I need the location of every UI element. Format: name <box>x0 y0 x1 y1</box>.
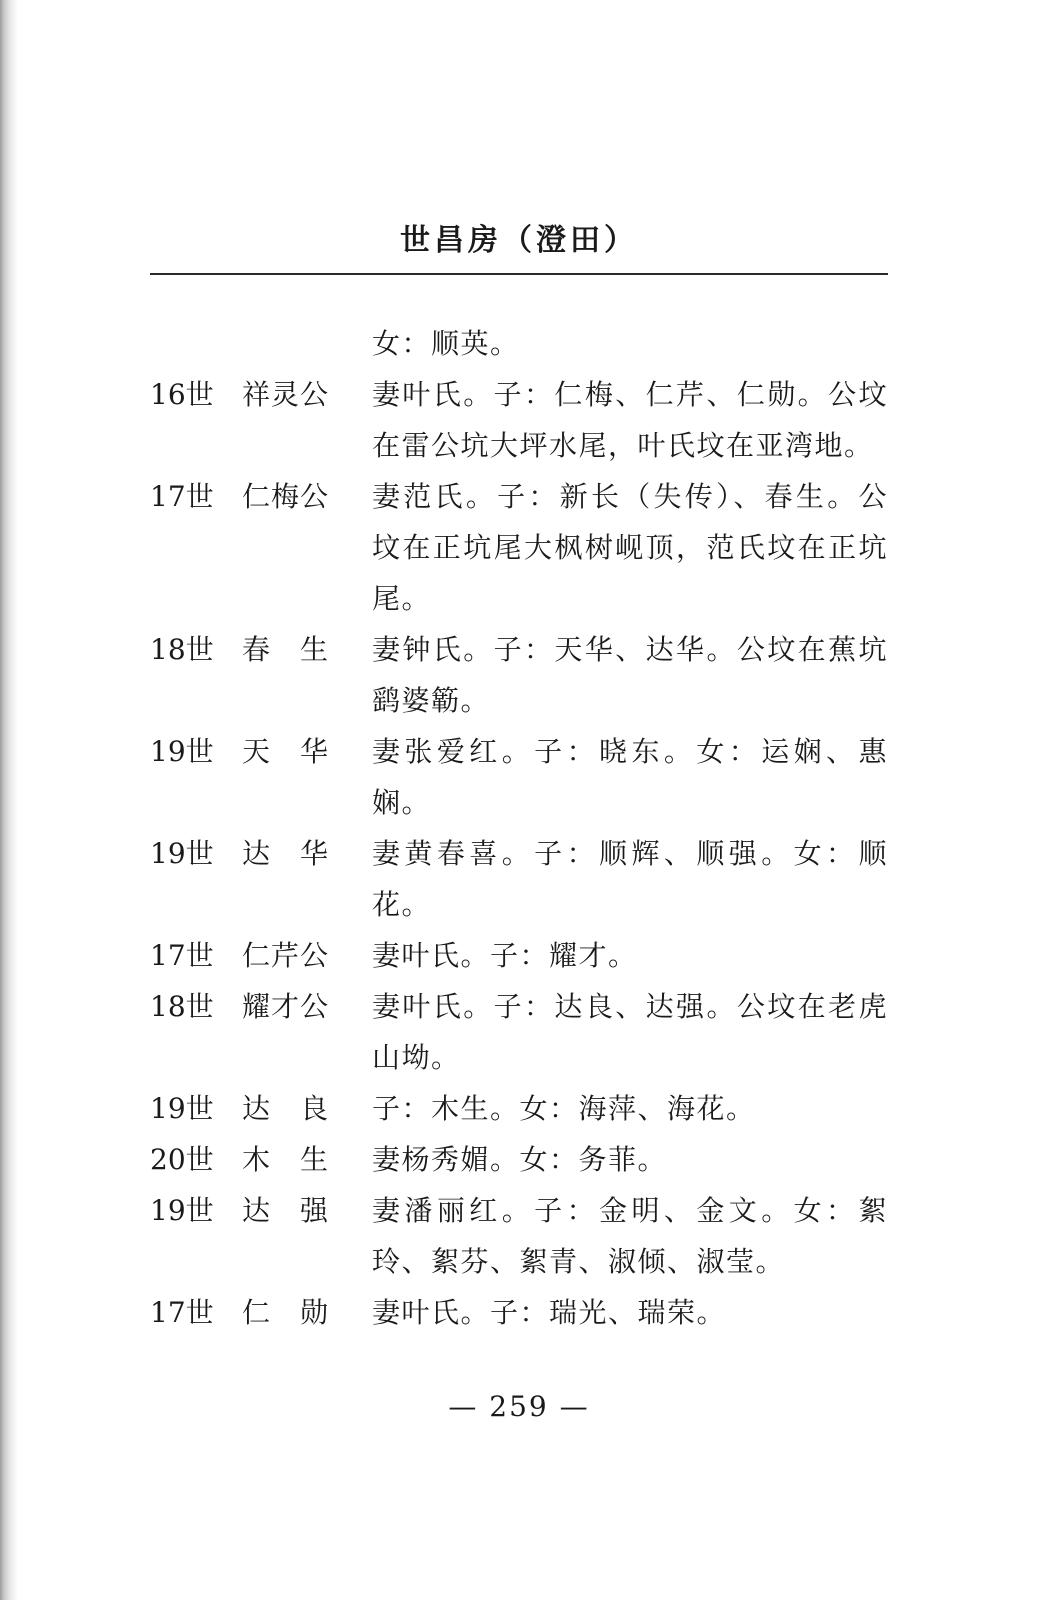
entry-text: 妻杨秀媚。女：务菲。 <box>372 1143 668 1176</box>
entry-text: 妻范氏。子：新长（失传）、春生。公坟在正坑尾大枫树岘顶，范氏坟在正坑尾。 <box>372 480 888 615</box>
genealogy-entry <box>150 1185 888 1287</box>
entry-text: 妻张爱红。子：晓东。女：运娴、惠娴。 <box>372 735 888 819</box>
person-name: 达 强 <box>242 1194 330 1227</box>
generation-label: 19世 <box>150 837 214 870</box>
page-number: — 259 — <box>448 1390 590 1423</box>
generation-label: 16世 <box>150 378 214 411</box>
genealogy-entry <box>150 981 888 1083</box>
person-name: 达 华 <box>242 837 330 870</box>
entry-text: 妻黄春喜。子：顺辉、顺强。女：顺花。 <box>372 837 888 921</box>
entry-text: 妻钟氏。子：天华、达华。公坟在蕉坑鹞婆簕。 <box>372 633 888 717</box>
genealogy-entry <box>150 726 888 828</box>
genealogy-entry <box>150 1083 888 1134</box>
generation-label: 18世 <box>150 633 214 666</box>
entry-text: 妻叶氏。子：达良、达强。公坟在老虎山坳。 <box>372 990 888 1074</box>
genealogy-entry <box>150 318 888 369</box>
header-rule <box>150 273 888 275</box>
genealogy-entry <box>150 828 888 930</box>
generation-label: 19世 <box>150 735 214 768</box>
entry-text: 女：顺英。 <box>372 327 520 360</box>
person-name: 仁 勋 <box>242 1296 330 1329</box>
person-name: 祥灵公 <box>242 378 330 411</box>
page-header-title: 世昌房（澄田） <box>400 223 638 258</box>
person-name: 仁芹公 <box>242 939 330 972</box>
person-name: 天 华 <box>242 735 330 768</box>
entry-text: 妻叶氏。子：瑞光、瑞荣。 <box>372 1296 727 1329</box>
person-name: 木 生 <box>242 1143 330 1176</box>
generation-label: 19世 <box>150 1194 214 1227</box>
genealogy-entry <box>150 471 888 624</box>
person-name: 春 生 <box>242 633 330 666</box>
genealogy-entry <box>150 369 888 471</box>
page-binding-edge <box>0 0 18 1600</box>
generation-label: 20世 <box>150 1143 214 1176</box>
person-name: 仁梅公 <box>242 480 330 513</box>
genealogy-entry <box>150 930 888 981</box>
generation-label: 17世 <box>150 480 214 513</box>
generation-label: 19世 <box>150 1092 214 1125</box>
genealogy-entry <box>150 624 888 726</box>
generation-label: 17世 <box>150 1296 214 1329</box>
entry-text: 妻潘丽红。子：金明、金文。女：絮玲、絮芬、絮青、淑倾、淑莹。 <box>372 1194 888 1278</box>
genealogy-entry <box>150 1287 888 1338</box>
genealogy-entry <box>150 1134 888 1185</box>
entry-text: 妻叶氏。子：耀才。 <box>372 939 638 972</box>
entry-text: 子：木生。女：海萍、海花。 <box>372 1092 756 1125</box>
person-name: 达 良 <box>242 1092 330 1125</box>
generation-label: 18世 <box>150 990 214 1023</box>
genealogy-list <box>150 318 888 1338</box>
entry-text: 妻叶氏。子：仁梅、仁芹、仁勋。公坟在雷公坑大坪水尾，叶氏坟在亚湾地。 <box>372 378 888 462</box>
generation-label: 17世 <box>150 939 214 972</box>
person-name: 耀才公 <box>242 990 330 1023</box>
